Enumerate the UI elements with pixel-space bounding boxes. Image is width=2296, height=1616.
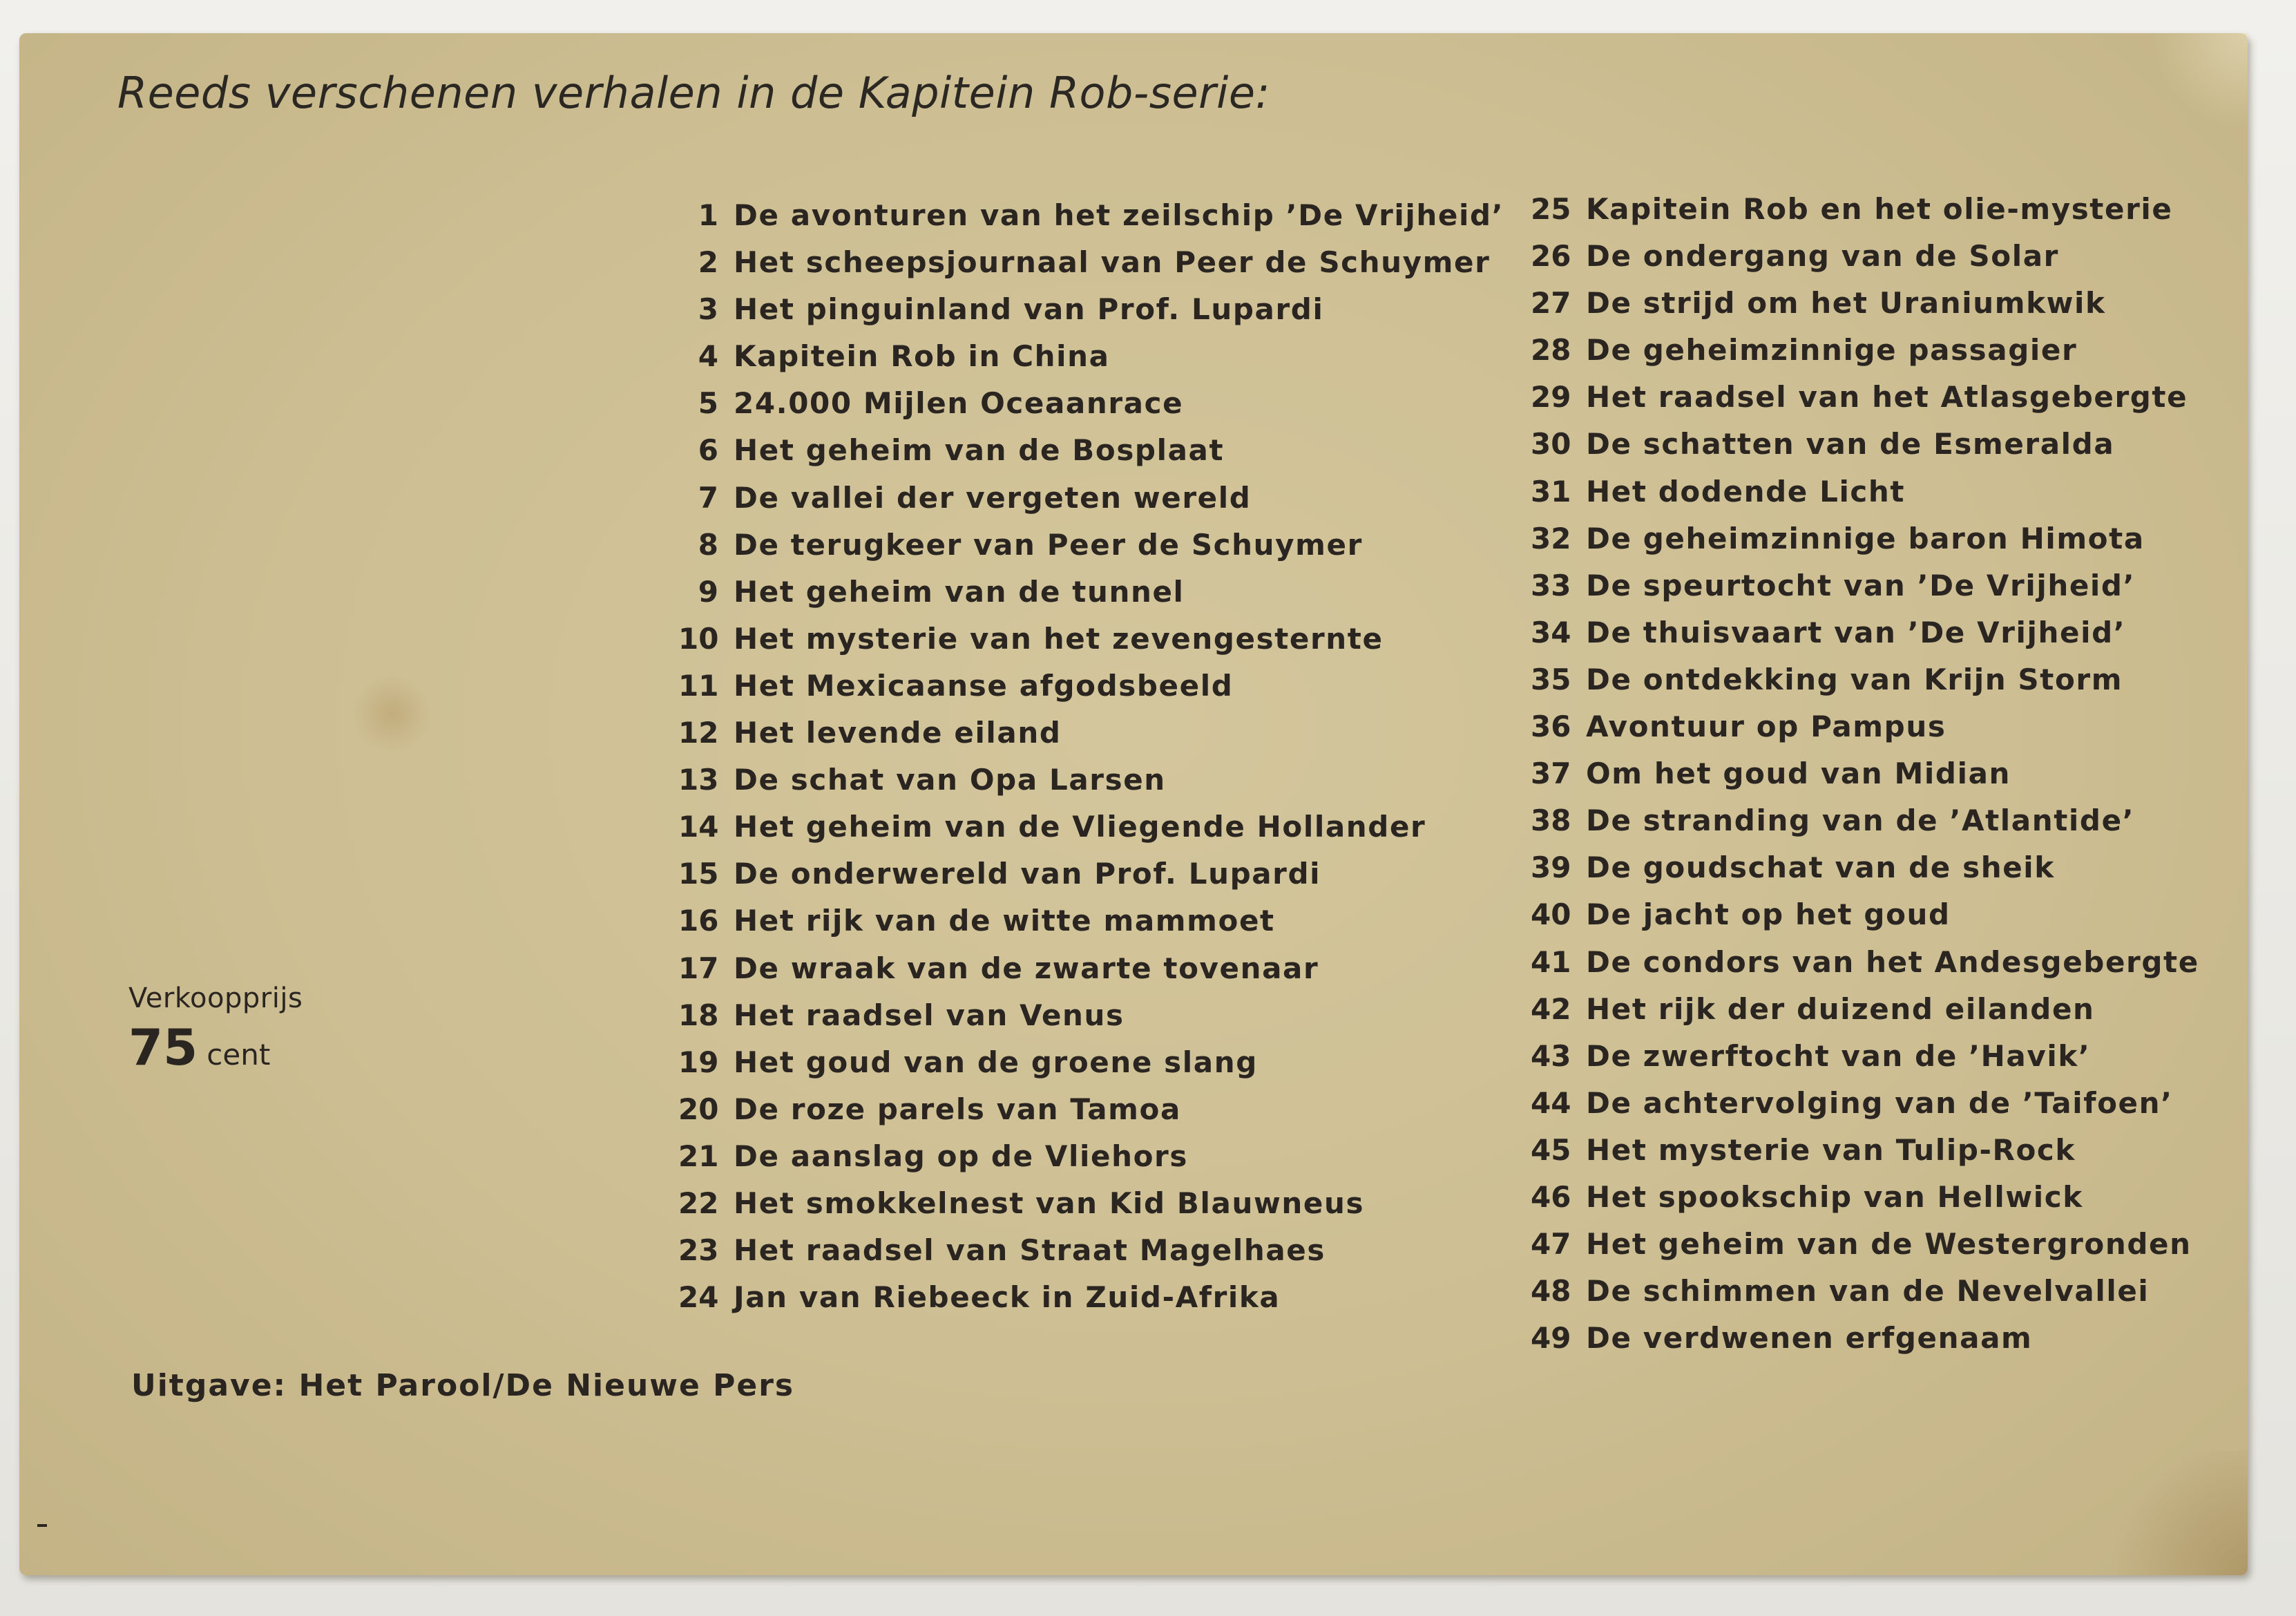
story-item (678, 569, 1504, 616)
story-title: Het raadsel van Straat Magelhaes (734, 1233, 1326, 1268)
series-heading: Reeds verschenen verhalen in de Kapitein Rob-serie: (117, 68, 1270, 118)
edge-mark (37, 1524, 47, 1527)
story-number: 42 (1531, 991, 1571, 1026)
story-title: Het mysterie van het zevengesternte (734, 621, 1384, 656)
story-item (678, 897, 1504, 944)
story-number: 16 (678, 904, 719, 938)
story-list-left (678, 192, 1504, 1321)
story-title: De verdwenen erfgenaam (1586, 1321, 2033, 1356)
story-item (1531, 891, 2199, 938)
story-number: 32 (1531, 521, 1571, 555)
story-title: Avontuur op Pampus (1586, 710, 1946, 744)
story-number: 39 (1531, 850, 1571, 885)
story-item (678, 710, 1504, 757)
story-title: De schatten van de Esmeralda (1586, 427, 2115, 462)
story-item (678, 380, 1504, 427)
story-number: 49 (1531, 1321, 1571, 1356)
story-item (678, 804, 1504, 850)
price-row (128, 1018, 303, 1076)
story-item (1531, 468, 2199, 515)
story-number: 26 (1531, 239, 1571, 274)
story-title: De condors van het Andesgebergte (1586, 944, 2199, 979)
story-title: 24.000 Mijlen Oceaanrace (734, 386, 1184, 421)
story-title: De roze parels van Tamoa (734, 1092, 1181, 1126)
story-title: De jacht op het goud (1586, 897, 1951, 932)
story-item (1531, 986, 2199, 1033)
story-title: Het smokkelnest van Kid Blauwneus (734, 1186, 1365, 1220)
story-title: Het scheepsjournaal van Peer de Schuymer (734, 245, 1491, 280)
story-number: 35 (1531, 662, 1571, 696)
story-number: 21 (678, 1139, 719, 1173)
story-item (1531, 1315, 2199, 1362)
story-item (1531, 656, 2199, 703)
story-item (678, 1039, 1504, 1086)
story-item (678, 1180, 1504, 1227)
story-title: Het geheim van de Vliegende Hollander (734, 810, 1426, 844)
story-item (678, 1086, 1504, 1133)
story-title: De stranding van de ’Atlantide’ (1586, 804, 2135, 838)
story-number: 1 (698, 198, 718, 232)
story-item (1531, 233, 2199, 280)
publisher-line: Uitgave: Het Parool/De Nieuwe Pers (131, 1368, 795, 1403)
story-title: De geheimzinnige baron Himota (1586, 521, 2145, 555)
paper-stain (351, 676, 434, 752)
story-item (1531, 1033, 2199, 1080)
story-title: De avonturen van het zeilschip ’De Vrijheid’ (734, 198, 1504, 232)
story-item (1531, 750, 2199, 797)
story-title: Het levende eiland (734, 716, 1062, 750)
story-title: De terugkeer van Peer de Schuymer (734, 527, 1363, 562)
story-item (1531, 609, 2199, 656)
story-item (678, 757, 1504, 804)
story-number: 41 (1531, 944, 1571, 979)
story-item (678, 992, 1504, 1039)
story-title: Kapitein Rob in China (734, 339, 1110, 374)
story-item (678, 1274, 1504, 1321)
story-title: De speurtocht van ’De Vrijheid’ (1586, 568, 2136, 602)
story-number: 6 (698, 433, 718, 468)
story-number: 24 (678, 1280, 719, 1315)
story-item (678, 286, 1504, 333)
story-number: 28 (1531, 333, 1571, 368)
story-item (678, 616, 1504, 663)
story-number: 18 (678, 998, 719, 1032)
story-title: De vallei der vergeten wereld (734, 480, 1252, 515)
story-item (678, 1227, 1504, 1274)
story-item (1531, 327, 2199, 374)
story-title: De thuisvaart van ’De Vrijheid’ (1586, 615, 2126, 649)
story-number: 31 (1531, 474, 1571, 508)
story-number: 38 (1531, 804, 1571, 838)
story-number: 10 (678, 621, 719, 656)
story-list-right (1531, 186, 2199, 1362)
story-number: 48 (1531, 1274, 1571, 1309)
story-item (678, 522, 1504, 569)
story-title: Het raadsel van Venus (734, 998, 1125, 1032)
story-title: Het spookschip van Hellwick (1586, 1179, 2083, 1214)
story-number: 15 (678, 857, 719, 891)
story-number: 3 (698, 292, 718, 327)
story-item (1531, 939, 2199, 986)
story-title: Het rijk van de witte mammoet (734, 904, 1275, 938)
story-item (1531, 1221, 2199, 1268)
story-item (678, 333, 1504, 380)
story-number: 27 (1531, 286, 1571, 321)
story-number: 34 (1531, 615, 1571, 649)
story-item (678, 475, 1504, 522)
story-item (678, 663, 1504, 710)
story-number: 45 (1531, 1132, 1571, 1167)
story-title: De strijd om het Uraniumkwik (1586, 286, 2106, 321)
story-title: Het geheim van de Bosplaat (734, 433, 1225, 468)
price-amount: 75 (128, 1018, 198, 1076)
story-number: 47 (1531, 1227, 1571, 1262)
story-number: 44 (1531, 1085, 1571, 1120)
story-number: 12 (678, 716, 719, 750)
story-number: 13 (678, 763, 719, 797)
story-number: 40 (1531, 897, 1571, 932)
story-number: 11 (678, 668, 719, 703)
story-title: De aanslag op de Vliehors (734, 1139, 1188, 1173)
story-title: Het pinguinland van Prof. Lupardi (734, 292, 1324, 327)
story-item (1531, 280, 2199, 327)
story-item (1531, 374, 2199, 421)
story-item (1531, 797, 2199, 844)
story-title: Het goud van de groene slang (734, 1045, 1258, 1079)
story-number: 37 (1531, 757, 1571, 791)
story-title: De ondergang van de Solar (1586, 239, 2059, 274)
story-title: De onderwereld van Prof. Lupardi (734, 857, 1321, 891)
story-number: 4 (698, 339, 718, 374)
story-item (1531, 186, 2199, 233)
story-item (1531, 1080, 2199, 1127)
story-item (678, 1133, 1504, 1180)
story-number: 19 (678, 1045, 719, 1079)
story-number: 8 (698, 527, 718, 562)
story-title: De geheimzinnige passagier (1586, 333, 2078, 368)
story-number: 25 (1531, 192, 1571, 226)
price-block (128, 982, 303, 1076)
story-number: 14 (678, 810, 719, 844)
story-title: Het mysterie van Tulip-Rock (1586, 1132, 2076, 1167)
corner-wear (2151, 33, 2248, 130)
story-title: De schat van Opa Larsen (734, 763, 1166, 797)
story-item (1531, 562, 2199, 609)
story-title: Om het goud van Midian (1586, 757, 2011, 791)
story-number: 43 (1531, 1038, 1571, 1073)
story-item (1531, 515, 2199, 562)
story-title: Het geheim van de tunnel (734, 574, 1185, 609)
price-label: Verkoopprijs (128, 982, 303, 1014)
story-number: 5 (698, 386, 718, 421)
story-number: 36 (1531, 710, 1571, 744)
story-title: De ontdekking van Krijn Storm (1586, 662, 2123, 696)
story-number: 9 (698, 574, 718, 609)
story-number: 23 (678, 1233, 719, 1268)
story-item (1531, 421, 2199, 468)
story-title: Het geheim van de Westergronden (1586, 1227, 2192, 1262)
story-item (678, 850, 1504, 897)
story-title: Het rijk der duizend eilanden (1586, 991, 2095, 1026)
story-number: 2 (698, 245, 718, 280)
story-number: 17 (678, 951, 719, 985)
story-title: De goudschat van de sheik (1586, 850, 2055, 885)
story-title: Kapitein Rob en het olie-mysterie (1586, 192, 2173, 226)
story-item (1531, 844, 2199, 891)
story-number: 7 (698, 480, 718, 515)
story-item (1531, 1268, 2199, 1315)
story-number: 33 (1531, 568, 1571, 602)
story-title: Het raadsel van het Atlasgebergte (1586, 380, 2188, 415)
price-unit: cent (207, 1038, 271, 1072)
story-title: De schimmen van de Nevelvallei (1586, 1274, 2150, 1309)
story-title: Het dodende Licht (1586, 474, 1906, 508)
story-number: 46 (1531, 1179, 1571, 1214)
story-title: De zwerftocht van de ’Havik’ (1586, 1038, 2091, 1073)
story-item (678, 427, 1504, 474)
story-title: Het Mexicaanse afgodsbeeld (734, 668, 1234, 703)
story-title: De wraak van de zwarte tovenaar (734, 951, 1319, 985)
story-item (678, 945, 1504, 992)
story-item (1531, 1127, 2199, 1174)
story-number: 29 (1531, 380, 1571, 415)
story-item (1531, 1174, 2199, 1221)
story-number: 22 (678, 1186, 719, 1220)
story-number: 30 (1531, 427, 1571, 462)
story-item (1531, 703, 2199, 750)
story-number: 20 (678, 1092, 719, 1126)
story-title: Jan van Riebeeck in Zuid-Afrika (734, 1280, 1281, 1315)
story-item (678, 192, 1504, 239)
edge-wear (2096, 1451, 2248, 1575)
story-title: De achtervolging van de ’Taifoen’ (1586, 1085, 2173, 1120)
story-item (678, 239, 1504, 286)
